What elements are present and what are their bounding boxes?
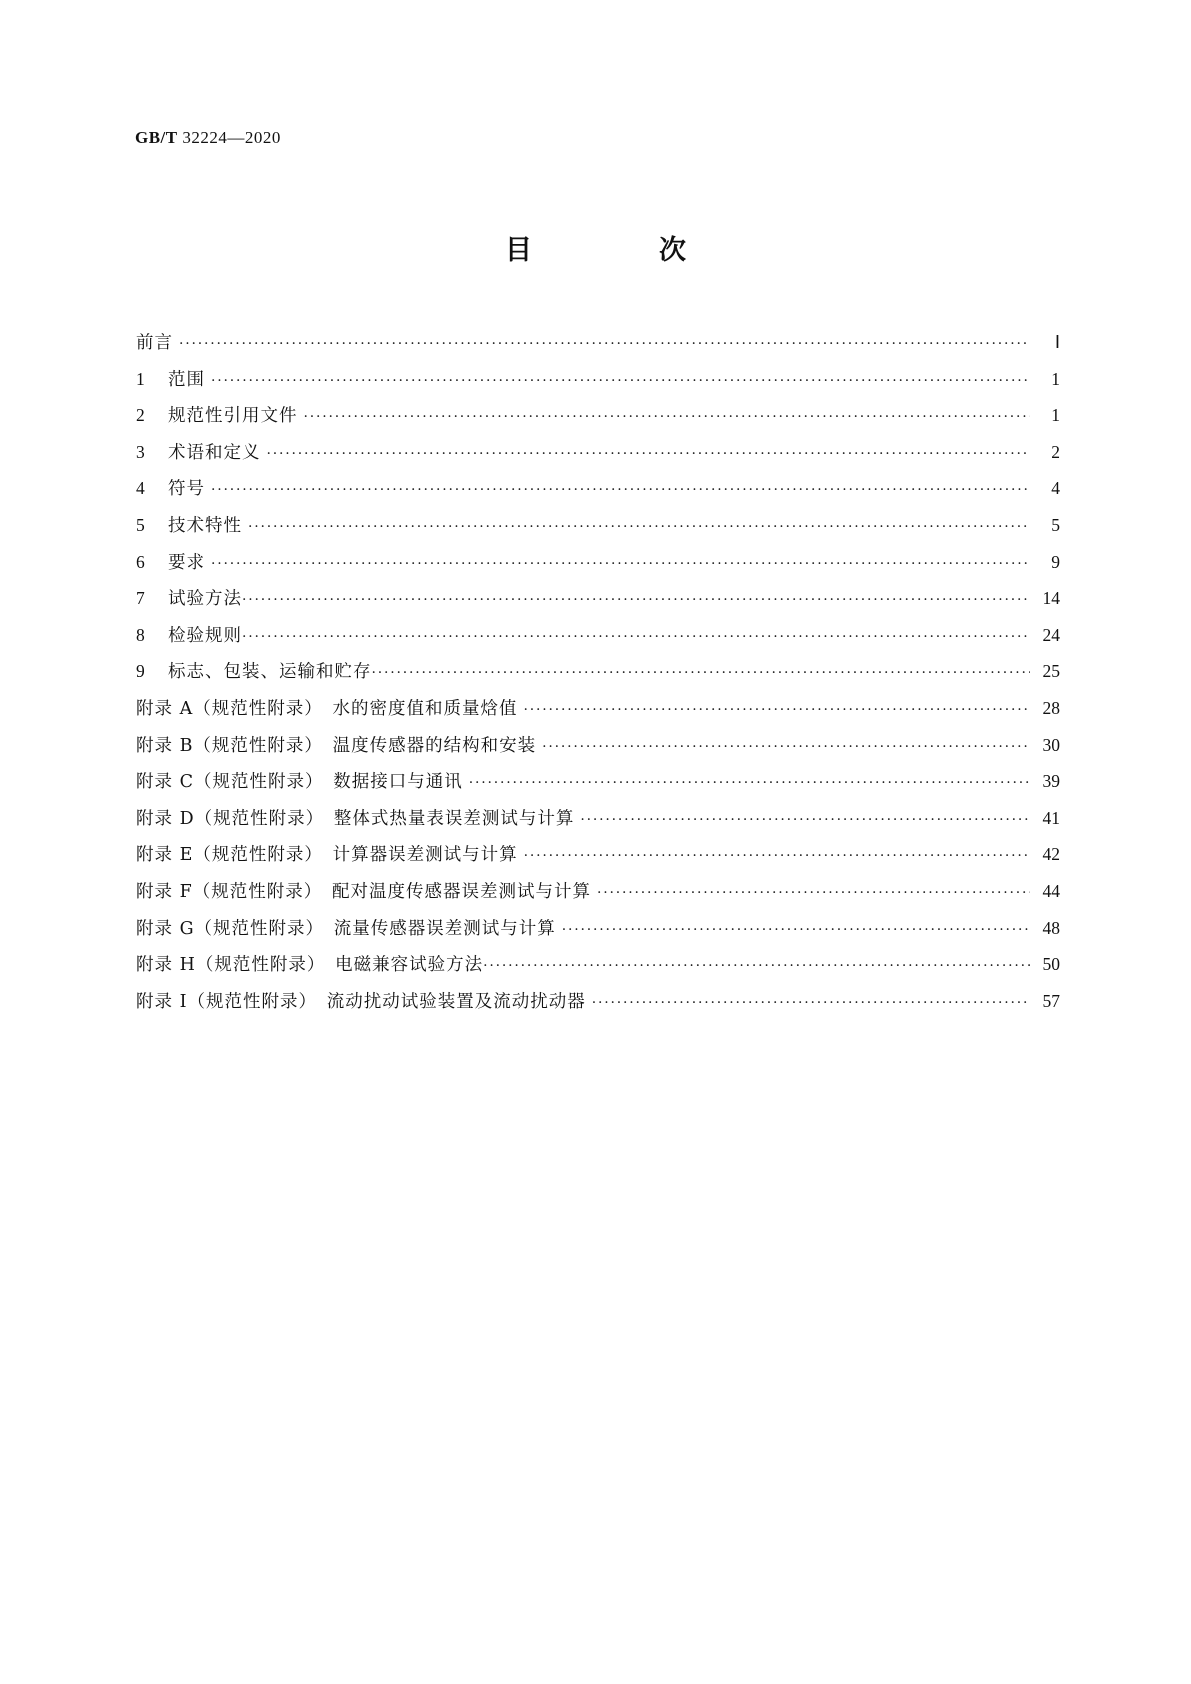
toc-entry-label: 附录 G（规范性附录） 流量传感器误差测试与计算 <box>136 918 556 939</box>
standard-code <box>135 128 281 148</box>
toc-leader-dots <box>211 546 1030 583</box>
toc-leader-dots <box>179 326 1030 363</box>
toc-leader-dots <box>580 802 1030 839</box>
toc-entry-label: 附录 A（规范性附录） 水的密度值和质量焓值 <box>136 698 518 719</box>
toc-entry-page: 50 <box>1042 954 1060 975</box>
toc-entry-number: 1 <box>136 368 146 389</box>
toc-entry-page: 14 <box>1042 588 1060 609</box>
toc-entry-number: 6 <box>136 551 146 572</box>
toc-entry-label: 4 符号 <box>136 470 205 508</box>
toc-entry-label: 5 技术特性 <box>136 507 242 545</box>
toc-leader-dots <box>372 655 1031 692</box>
toc-entry-label: 附录 E（规范性附录） 计算器误差测试与计算 <box>136 845 518 866</box>
toc-entry-3[interactable] <box>136 434 1060 471</box>
table-of-contents <box>136 324 1060 1019</box>
toc-entry-page: 9 <box>1051 551 1060 572</box>
toc-entry-number: 2 <box>136 405 146 426</box>
toc-entry-annex-e[interactable] <box>136 836 1060 873</box>
toc-entry-page: 39 <box>1042 771 1060 792</box>
toc-entry-label: 8 检验规则 <box>136 617 242 655</box>
toc-entry-annex-a[interactable] <box>136 690 1060 727</box>
toc-entry-annex-c[interactable] <box>136 763 1060 800</box>
toc-entry-8[interactable] <box>136 617 1060 654</box>
toc-entry-7[interactable] <box>136 580 1060 617</box>
toc-entry-1[interactable] <box>136 361 1060 398</box>
toc-entry-number: 5 <box>136 514 146 535</box>
toc-leader-dots <box>542 729 1030 766</box>
toc-leader-dots <box>211 472 1030 509</box>
toc-entry-number: 7 <box>136 588 146 609</box>
toc-entry-label: 前言 <box>136 333 173 353</box>
toc-entry-annex-b[interactable] <box>136 727 1060 764</box>
toc-entry-page: 28 <box>1042 697 1060 718</box>
toc-entry-label: 附录 C（规范性附录） 数据接口与通讯 <box>136 772 463 793</box>
toc-entry-label: 3 术语和定义 <box>136 434 261 472</box>
toc-entry-5[interactable] <box>136 507 1060 544</box>
toc-leader-dots <box>248 509 1030 546</box>
standard-prefix: GB/T <box>135 128 178 147</box>
toc-leader-dots <box>483 948 1030 985</box>
toc-leader-dots <box>592 985 1030 1022</box>
toc-leader-dots <box>562 912 1030 949</box>
toc-entry-number: 3 <box>136 441 146 462</box>
toc-entry-label: 附录 F（规范性附录） 配对温度传感器误差测试与计算 <box>136 881 591 902</box>
toc-leader-dots <box>211 363 1030 400</box>
toc-entry-annex-i[interactable] <box>136 983 1060 1020</box>
toc-entry-number: 9 <box>136 661 146 682</box>
toc-entry-page: Ⅰ <box>1054 332 1060 352</box>
toc-leader-dots <box>524 838 1030 875</box>
toc-entry-page: 44 <box>1042 880 1060 901</box>
standard-number: 32224—2020 <box>182 128 281 147</box>
toc-leader-dots <box>597 875 1030 912</box>
toc-entry-label: 附录 H（规范性附录） 电磁兼容试验方法 <box>136 955 484 976</box>
page-title: 目 次 <box>505 235 736 266</box>
toc-leader-dots <box>242 619 1030 656</box>
toc-leader-dots <box>267 436 1031 473</box>
toc-entry-page: 42 <box>1042 844 1060 865</box>
toc-entry-page: 5 <box>1051 514 1060 535</box>
toc-entry-label: 附录 D（规范性附录） 整体式热量表误差测试与计算 <box>136 808 575 829</box>
toc-entry-page: 48 <box>1042 917 1060 938</box>
toc-entry-6[interactable] <box>136 544 1060 581</box>
toc-entry-2[interactable] <box>136 397 1060 434</box>
toc-entry-page: 30 <box>1042 734 1060 755</box>
toc-entry-page: 1 <box>1051 368 1060 389</box>
toc-entry-label: 2 规范性引用文件 <box>136 397 298 435</box>
toc-leader-dots <box>469 765 1030 802</box>
toc-leader-dots <box>523 692 1030 729</box>
toc-entry-label: 7 试验方法 <box>136 580 242 618</box>
toc-entry-label: 附录 B（规范性附录） 温度传感器的结构和安装 <box>136 735 537 756</box>
toc-entry-label: 9 标志、包装、运输和贮存 <box>136 653 372 691</box>
toc-entry-annex-f[interactable] <box>136 873 1060 910</box>
toc-entry-page: 4 <box>1051 478 1060 499</box>
toc-entry-page: 2 <box>1051 441 1060 462</box>
toc-entry-page: 24 <box>1042 624 1060 645</box>
toc-entry-label: 附录 I（规范性附录） 流动扰动试验装置及流动扰动器 <box>136 991 586 1012</box>
toc-entry-annex-g[interactable] <box>136 910 1060 947</box>
toc-leader-dots <box>304 399 1031 436</box>
toc-entry-4[interactable] <box>136 470 1060 507</box>
toc-entry-page: 1 <box>1051 405 1060 426</box>
toc-entry-annex-h[interactable] <box>136 946 1060 983</box>
toc-entry-page: 41 <box>1042 807 1060 828</box>
toc-entry-9[interactable] <box>136 653 1060 690</box>
toc-entry-foreword[interactable] <box>136 324 1060 361</box>
toc-entry-page: 57 <box>1042 990 1060 1011</box>
toc-entry-page: 25 <box>1042 661 1060 682</box>
toc-entry-number: 8 <box>136 624 146 645</box>
toc-entry-number: 4 <box>136 478 146 499</box>
toc-entry-label: 1 范围 <box>136 361 205 399</box>
toc-leader-dots <box>242 582 1030 619</box>
toc-entry-annex-d[interactable] <box>136 800 1060 837</box>
toc-entry-label: 6 要求 <box>136 544 205 582</box>
